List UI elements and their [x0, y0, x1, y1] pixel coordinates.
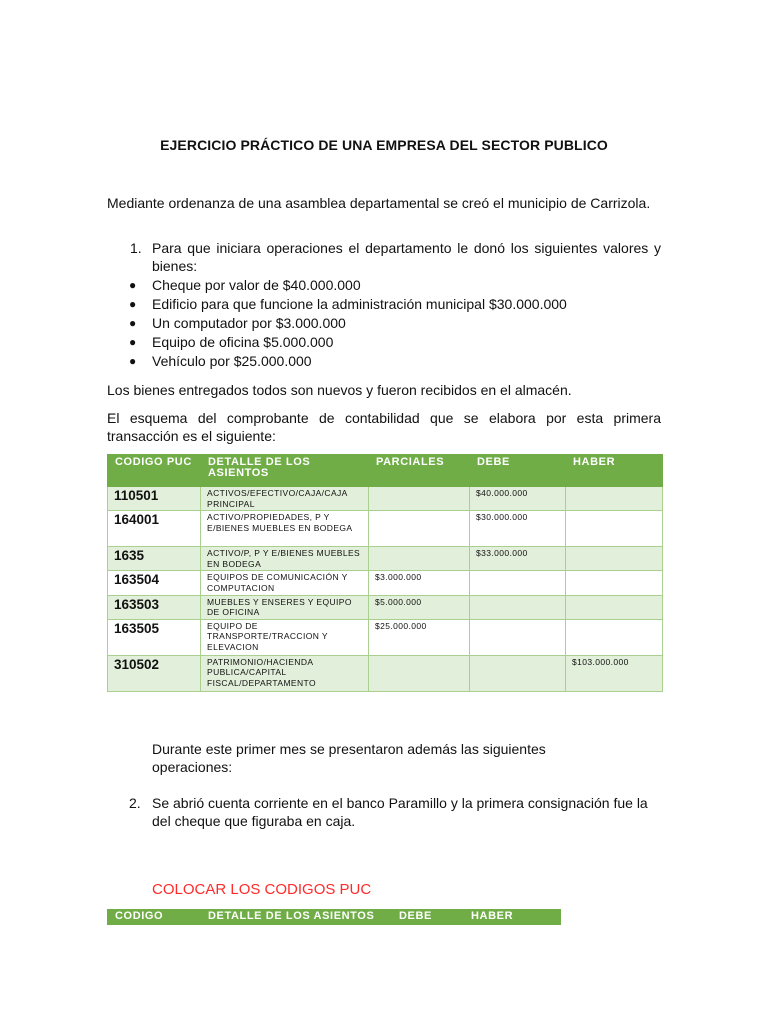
- table-header-row: [108, 910, 561, 925]
- cell-detail: ACTIVOS/EFECTIVO/CAJA/CAJA PRINCIPAL: [201, 487, 369, 511]
- bullet-text: Equipo de oficina $5.000.000: [152, 334, 334, 350]
- cell-parciales: [369, 511, 470, 547]
- cell-code: 163503: [108, 595, 201, 619]
- cell-detail: ACTIVO/P, P Y E/BIENES MUEBLES EN BODEGA: [201, 547, 369, 571]
- cell-detail: ACTIVO/PROPIEDADES, P Y E/BIENES MUEBLES EN BODEGA: [201, 511, 369, 547]
- bullet-icon: ●: [129, 278, 137, 292]
- table-row: [108, 655, 663, 691]
- cell-parciales: $25.000.000: [369, 619, 470, 655]
- bullet-item: [107, 276, 567, 295]
- cell-debe: $30.000.000: [470, 511, 566, 547]
- header-debe: DEBE: [470, 455, 566, 487]
- cell-haber: [566, 595, 663, 619]
- second-accounting-table: [107, 909, 561, 925]
- bullet-icon: ●: [129, 354, 137, 368]
- bullet-item: [107, 314, 567, 333]
- esquema-paragraph: El esquema del comprobante de contabilidad que se elabora por esta primera transacción es el siguiente:: [107, 410, 661, 444]
- list-item-text: Para que iniciara operaciones el departamento le donó los siguientes valores y bienes:: [152, 240, 661, 274]
- bullet-icon: ●: [129, 316, 137, 330]
- cell-detail: EQUIPOS DE COMUNICACIÓN Y COMPUTACION: [201, 571, 369, 595]
- bullet-list: [107, 276, 567, 371]
- bullet-text: Un computador por $3.000.000: [152, 315, 346, 331]
- header-detalle: DETALLE DE LOS ASIENTOS: [201, 455, 369, 487]
- bullet-text: Edificio para que funcione la administración municipal $30.000.000: [152, 296, 567, 312]
- cell-haber: [566, 511, 663, 547]
- cell-code: 163504: [108, 571, 201, 595]
- header-parciales: PARCIALES: [369, 455, 470, 487]
- cell-debe: [470, 571, 566, 595]
- cell-parciales: [369, 487, 470, 511]
- cell-parciales: [369, 655, 470, 691]
- cell-parciales: $5.000.000: [369, 595, 470, 619]
- cell-debe: $40.000.000: [470, 487, 566, 511]
- table-row: [108, 487, 663, 511]
- cell-parciales: $3.000.000: [369, 571, 470, 595]
- numbered-list-2: [107, 794, 661, 830]
- table-row: [108, 619, 663, 655]
- document-title: EJERCICIO PRÁCTICO DE UNA EMPRESA DEL SECTOR PUBLICO: [160, 137, 608, 153]
- list-number: 2.: [129, 795, 141, 811]
- header-codigo-puc: CODIGO PUC: [108, 455, 201, 487]
- cell-detail: EQUIPO DE TRANSPORTE/TRACCION Y ELEVACION: [201, 619, 369, 655]
- table-row: [108, 595, 663, 619]
- table-header-row: [108, 455, 663, 487]
- intro-paragraph: Mediante ordenanza de una asamblea departamental se creó el municipio de Carrizola.: [107, 195, 651, 211]
- bullet-text: Cheque por valor de $40.000.000: [152, 277, 361, 293]
- cell-detail: MUEBLES Y ENSERES Y EQUIPO DE OFICINA: [201, 595, 369, 619]
- cell-haber: [566, 571, 663, 595]
- cell-debe: $33.000.000: [470, 547, 566, 571]
- header-debe: DEBE: [392, 910, 464, 925]
- cell-code: 110501: [108, 487, 201, 511]
- list-item: [107, 794, 661, 830]
- header-haber: HABER: [566, 455, 663, 487]
- bullet-item: [107, 333, 567, 352]
- cell-code: 310502: [108, 655, 201, 691]
- table-row: [108, 511, 663, 547]
- cell-code: 163505: [108, 619, 201, 655]
- cell-debe: [470, 619, 566, 655]
- bullet-icon: ●: [129, 335, 137, 349]
- cell-debe: [470, 655, 566, 691]
- cell-haber: $103.000.000: [566, 655, 663, 691]
- header-codigo: CODIGO: [108, 910, 201, 925]
- list-item-text: Se abrió cuenta corriente en el banco Paramillo y la primera consignación fue la del cheque que figuraba en caja.: [152, 795, 648, 829]
- cell-haber: [566, 547, 663, 571]
- cell-parciales: [369, 547, 470, 571]
- table-row: [108, 547, 663, 571]
- list-item: [107, 239, 661, 275]
- bullet-icon: ●: [129, 297, 137, 311]
- accounting-table: [107, 454, 663, 692]
- list-number: 1.: [130, 240, 142, 256]
- header-detalle: DETALLE DE LOS ASIENTOS: [201, 910, 392, 925]
- cell-code: 164001: [108, 511, 201, 547]
- cell-code: 1635: [108, 547, 201, 571]
- bullet-text: Vehículo por $25.000.000: [152, 353, 312, 369]
- durante-paragraph: Durante este primer mes se presentaron además las siguientes operaciones:: [152, 741, 546, 775]
- cell-haber: [566, 619, 663, 655]
- cell-debe: [470, 595, 566, 619]
- bienes-paragraph: Los bienes entregados todos son nuevos y fueron recibidos en el almacén.: [107, 382, 572, 398]
- header-haber: HABER: [464, 910, 561, 925]
- bullet-item: [107, 352, 567, 371]
- cell-haber: [566, 487, 663, 511]
- colocar-heading: COLOCAR LOS CODIGOS PUC: [152, 881, 372, 898]
- bullet-item: [107, 295, 567, 314]
- cell-detail: PATRIMONIO/HACIENDA PUBLICA/CAPITAL FISCAL/DEPARTAMENTO: [201, 655, 369, 691]
- table-row: [108, 571, 663, 595]
- numbered-list-1: [107, 239, 661, 275]
